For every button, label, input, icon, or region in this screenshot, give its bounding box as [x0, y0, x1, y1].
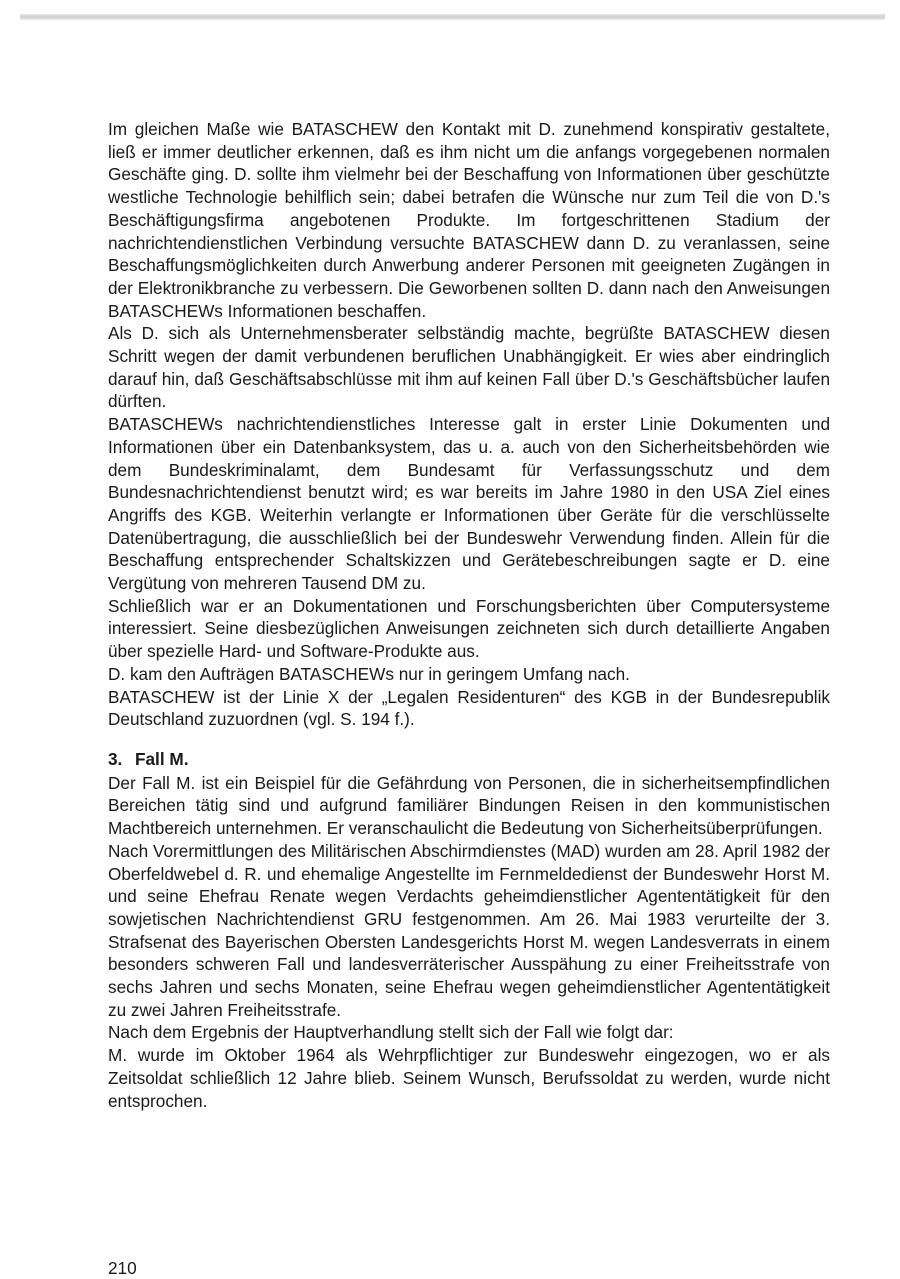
- page-body: [108, 118, 830, 1112]
- paragraph: Als D. sich als Unternehmensberater selbständig machte, begrüßte BATASCHEW diesen Schritt wegen der damit verbundenen beruflichen Unabhängigkeit. Er wies aber eindringlich darauf hin, daß Geschäftsabschlüsse mit ihm auf keinen Fall über D.'s Geschäftsbücher laufen dürften.: [108, 323, 830, 412]
- paragraph: Der Fall M. ist ein Beispiel für die Gefährdung von Personen, die in sicherheitsempfindlichen Bereichen tätig sind und aufgrund familiärer Bindungen Reisen in den kommunistischen Machtbereich unternehmen. Er veranschaulicht die Bedeutung von Sicherheitsüberprüfungen.: [108, 772, 830, 839]
- section-title: Fall M.: [135, 748, 189, 769]
- section-heading: [108, 748, 830, 771]
- paragraph: Nach dem Ergebnis der Hauptverhandlung stellt sich der Fall wie folgt dar:: [108, 1022, 674, 1043]
- paragraph: D. kam den Aufträgen BATASCHEWs nur in geringem Umfang nach.: [108, 663, 630, 684]
- paragraph: Nach Vorermittlungen des Militärischen Abschirmdienstes (MAD) wurden am 28. April 1982 der Oberfeldwebel d. R. und ehemalige Angestellte im Fernmeldedienst der Bundeswehr Horst M. und seine Ehefrau Renate wegen Verdachts geheimdienstlicher Agententätigkeit für den sowjetischen Nachrichtendienst GRU festgenommen. Am 26. Mai 1983 verurteilte der 3. Strafsenat des Bayerischen Obersten Landesgerichts Horst M. wegen Landesverrats in einem besonders schweren Fall und landesverräterischer Ausspähung zu einer Freiheitsstrafe von sechs Jahren und sechs Monaten, seine Ehefrau wegen geheimdienstlicher Agententätigkeit zu zwei Jahren Freiheitsstrafe.: [108, 840, 830, 1020]
- paragraph: M. wurde im Oktober 1964 als Wehrpflichtiger zur Bundeswehr eingezogen, wo er als Zeitsoldat schließlich 12 Jahre blieb. Seinem Wunsch, Berufssoldat zu werden, wurde nicht entsprochen.: [108, 1045, 830, 1111]
- page-number: 210: [108, 1258, 137, 1278]
- section-number: 3.: [108, 748, 123, 769]
- paragraph: Schließlich war er an Dokumentationen und Forschungsberichten über Computersysteme interessiert. Seine diesbezüglichen Anweisungen zeichneten sich durch detaillierte Angaben über spezielle Hard- und Software-Produkte aus.: [108, 595, 830, 662]
- paragraph: BATASCHEW ist der Linie X der „Legalen Residenturen“ des KGB in der Bundesrepublik Deutschland zuzuordnen (vgl. S. 194 f.).: [108, 686, 830, 730]
- paragraph: Im gleichen Maße wie BATASCHEW den Kontakt mit D. zunehmend konspirativ gestaltete, ließ er immer deutlicher erkennen, daß es ihm nicht um die anfangs vorgegebenen normalen Geschäfte ging. D. sollte ihm vielmehr bei der Beschaffung von Informationen über geschützte westliche Technologie behilflich sein; dabei betrafen die Wünsche nur zum Teil die von D.'s Beschäftigungsfirma angebotenen Produkte. Im fortgeschrittenen Stadium der nachrichtendienstlichen Verbindung versuchte BATASCHEW dann D. zu veranlassen, seine Beschaffungsmöglichkeiten durch Anwerbung anderer Personen mit geeigneten Zugängen in der Elektronikbranche zu verbessern. Die Geworbenen sollten D. dann nach den Anweisungen BATASCHEWs Informationen beschaffen.: [108, 119, 830, 321]
- scan-top-rule: [20, 14, 885, 20]
- paragraph: BATASCHEWs nachrichtendienstliches Interesse galt in erster Linie Dokumenten und Informationen über ein Datenbanksystem, das u. a. auch von den Sicherheitsbehörden wie dem Bundeskriminalamt, dem Bundesamt für Verfassungsschutz und dem Bundesnachrichtendienst benutzt wird; es war bereits im Jahre 1980 in den USA Ziel eines Angriffs des KGB. Weiterhin verlangte er Informationen über Geräte für die verschlüsselte Datenübertragung, die ausschließlich bei der Bundeswehr Verwendung finden. Allein für die Beschaffung entsprechender Schaltskizzen und Gerätebeschreibungen sagte er D. eine Vergütung von mehreren Tausend DM zu.: [108, 414, 830, 594]
